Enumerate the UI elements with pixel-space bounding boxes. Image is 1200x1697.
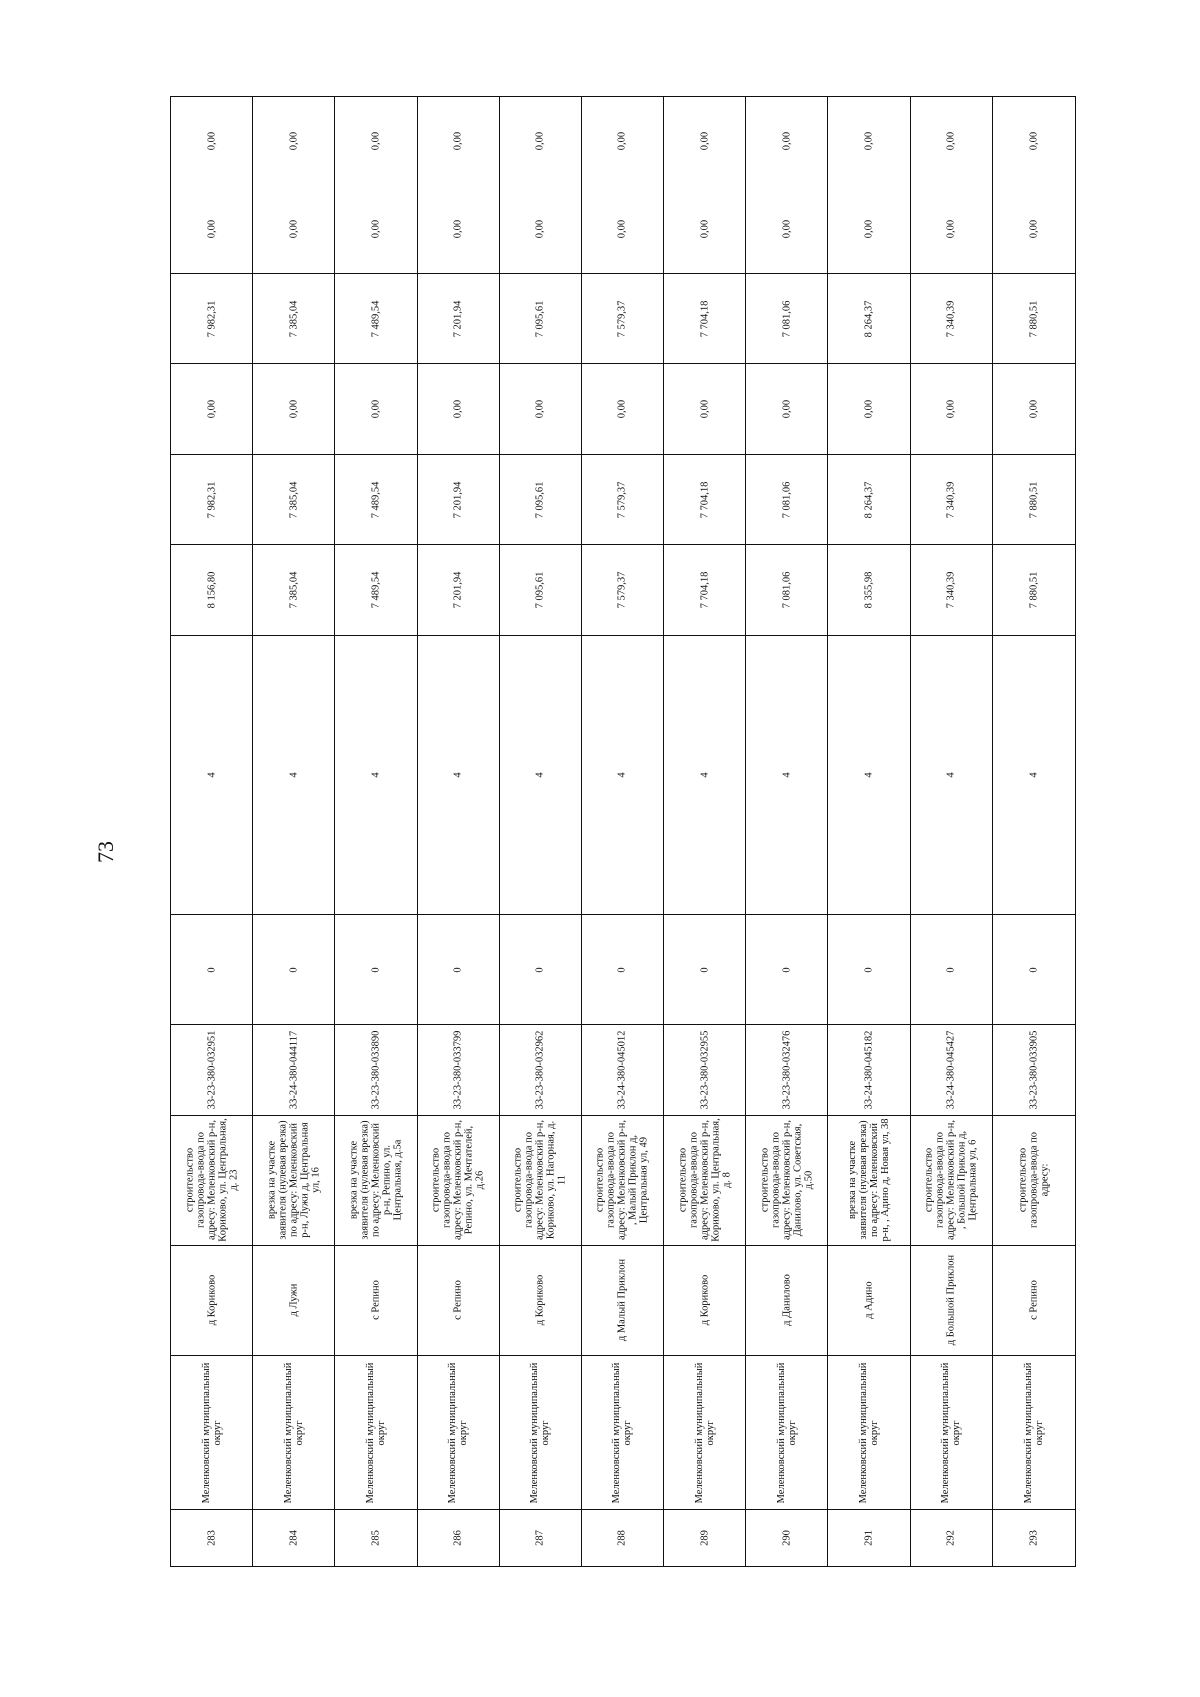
value-col-1	[335, 915, 416, 1026]
table-row	[253, 97, 335, 1566]
locality-cell-text: д Данилово	[781, 1274, 793, 1327]
row-number	[993, 1510, 1075, 1566]
value-col-1	[993, 915, 1075, 1026]
value-col-2-text: 4	[288, 772, 300, 778]
value-col-6	[335, 274, 416, 364]
value-col-7	[911, 186, 992, 275]
district-cell-text: Меленковский муниципальный округ	[693, 1362, 716, 1504]
value-col-8	[746, 97, 827, 186]
locality-cell-text: с Репино	[370, 1280, 382, 1321]
table-row	[664, 97, 746, 1566]
district-cell	[582, 1356, 663, 1510]
value-col-2	[911, 636, 992, 915]
value-col-3	[828, 545, 909, 635]
value-col-2-text: 4	[945, 772, 957, 778]
locality-cell	[664, 1246, 745, 1357]
value-col-2	[171, 636, 252, 915]
row-number-text: 289	[699, 1530, 711, 1546]
value-col-8	[582, 97, 663, 186]
locality-cell-text: с Репино	[1028, 1280, 1040, 1321]
value-col-8	[500, 97, 581, 186]
application-code	[664, 1025, 745, 1115]
locality-cell-text: д Адино	[863, 1281, 875, 1320]
value-col-3	[418, 545, 499, 635]
application-code-text: 33-24-380-044117	[288, 1030, 300, 1110]
locality-cell	[746, 1246, 827, 1357]
row-number	[335, 1510, 416, 1566]
row-number-text: 288	[616, 1530, 628, 1546]
description-cell	[418, 1116, 499, 1246]
row-number-text: 292	[945, 1530, 957, 1546]
district-cell	[911, 1356, 992, 1510]
value-col-4-text: 7 095,61	[534, 481, 546, 518]
value-col-4-text: 7 385,04	[288, 481, 300, 518]
locality-cell	[418, 1246, 499, 1357]
value-col-3	[500, 545, 581, 635]
value-col-2-text: 4	[1028, 772, 1040, 778]
value-col-8	[418, 97, 499, 186]
data-table	[170, 96, 1076, 1567]
application-code	[335, 1025, 416, 1115]
value-col-7	[664, 186, 745, 275]
value-col-4	[911, 455, 992, 545]
description-cell	[500, 1116, 581, 1246]
value-col-8-text: 0,00	[288, 132, 300, 151]
value-col-1-text: 0	[452, 966, 464, 973]
value-col-7-text: 0,00	[699, 220, 711, 239]
value-col-6	[253, 274, 334, 364]
description-cell-text: строительство газопровода-ввода по адресу: Меленковский р-н, Кориково, ул. Нагорная, д. 11	[512, 1120, 568, 1241]
description-cell	[335, 1116, 416, 1246]
description-cell-text: строительство газопровода-ввода по адресу:	[1017, 1132, 1051, 1229]
value-col-5	[500, 364, 581, 454]
application-code	[746, 1025, 827, 1115]
value-col-8-text: 0,00	[1028, 132, 1040, 151]
row-number-text: 284	[288, 1530, 300, 1546]
row-number	[828, 1510, 909, 1566]
row-number	[253, 1510, 334, 1566]
description-cell-text: строительство газопровода-ввода по адресу: Меленковский р-н, Кориково, ул. Центральная, д. 23	[184, 1118, 240, 1242]
value-col-1	[828, 915, 909, 1026]
value-col-2-text: 4	[534, 772, 546, 778]
value-col-4	[828, 455, 909, 545]
value-col-7	[582, 186, 663, 275]
value-col-6	[746, 274, 827, 364]
value-col-4	[993, 455, 1075, 545]
value-col-1-text: 0	[945, 966, 957, 973]
table-row	[335, 97, 417, 1566]
value-col-2-text: 4	[206, 772, 218, 778]
value-col-8-text: 0,00	[452, 132, 464, 151]
value-col-1	[664, 915, 745, 1026]
value-col-7-text: 0,00	[534, 220, 546, 239]
value-col-6-text: 7 489,54	[370, 300, 382, 338]
value-col-5-text: 0,00	[370, 399, 382, 419]
value-col-3-text: 7 579,37	[616, 571, 628, 609]
row-number	[418, 1510, 499, 1566]
district-cell-text: Меленковский муниципальный округ	[282, 1362, 305, 1504]
description-cell	[253, 1116, 334, 1246]
value-col-4-text: 7 201,94	[452, 481, 464, 518]
value-col-5	[746, 364, 827, 454]
value-col-6	[171, 274, 252, 364]
value-col-4	[582, 455, 663, 545]
description-cell	[993, 1116, 1075, 1246]
value-col-3	[335, 545, 416, 635]
description-cell-text: врезка на участке заявителя (нулевая врезка) по адресу: Меленковский р-н, , Адино д, Новая ул, 38	[847, 1118, 892, 1242]
value-col-1-text: 0	[534, 966, 546, 973]
value-col-6-text: 8 264,37	[863, 300, 875, 338]
description-cell	[171, 1116, 252, 1246]
district-cell-text: Меленковский муниципальный округ	[775, 1362, 798, 1504]
value-col-4	[418, 455, 499, 545]
application-code	[582, 1025, 663, 1115]
application-code-text: 33-23-380-033890	[370, 1030, 382, 1110]
value-col-6	[993, 274, 1075, 364]
application-code-text: 33-23-380-032951	[206, 1030, 218, 1110]
value-col-3-text: 7 880,51	[1028, 571, 1040, 609]
value-col-8	[664, 97, 745, 186]
value-col-8-text: 0,00	[370, 132, 382, 151]
value-col-5	[171, 364, 252, 454]
value-col-8	[253, 97, 334, 186]
table-row	[418, 97, 500, 1566]
value-col-1	[500, 915, 581, 1026]
value-col-8-text: 0,00	[781, 132, 793, 151]
value-col-2-text: 4	[452, 772, 464, 778]
value-col-6-text: 7 081,06	[781, 300, 793, 338]
value-col-3-text: 7 340,39	[945, 571, 957, 609]
row-number	[582, 1510, 663, 1566]
locality-cell	[993, 1246, 1075, 1357]
value-col-5	[664, 364, 745, 454]
value-col-4-text: 7 489,54	[370, 481, 382, 518]
value-col-1	[253, 915, 334, 1026]
value-col-8-text: 0,00	[534, 132, 546, 151]
value-col-4-text: 8 264,37	[863, 481, 875, 518]
value-col-3	[171, 545, 252, 635]
value-col-7-text: 0,00	[206, 220, 218, 239]
value-col-4	[335, 455, 416, 545]
locality-cell	[582, 1246, 663, 1357]
value-col-5	[828, 364, 909, 454]
value-col-7-text: 0,00	[781, 220, 793, 239]
value-col-1-text: 0	[616, 966, 628, 973]
value-col-7	[171, 186, 252, 275]
district-cell-text: Меленковский муниципальный округ	[364, 1362, 387, 1504]
value-col-7-text: 0,00	[1028, 220, 1040, 239]
description-cell	[664, 1116, 745, 1246]
value-col-4-text: 7 579,37	[616, 481, 628, 518]
value-col-7-text: 0,00	[945, 220, 957, 239]
application-code-text: 33-23-380-033905	[1028, 1030, 1040, 1110]
district-cell	[993, 1356, 1075, 1510]
description-cell-text: строительство газопровода-ввода по адресу: Меленковский р-н, Кориково, ул. Центральная, д. 8	[677, 1118, 733, 1242]
district-cell	[171, 1356, 252, 1510]
value-col-3-text: 8 355,98	[863, 571, 875, 609]
row-number	[664, 1510, 745, 1566]
row-number	[171, 1510, 252, 1566]
value-col-5-text: 0,00	[699, 399, 711, 419]
locality-cell	[335, 1246, 416, 1357]
value-col-2	[500, 636, 581, 915]
value-col-5-text: 0,00	[288, 399, 300, 419]
value-col-2-text: 4	[616, 772, 628, 778]
locality-cell-text: д Кориково	[206, 1275, 218, 1326]
value-col-1	[418, 915, 499, 1026]
application-code	[418, 1025, 499, 1115]
value-col-1-text: 0	[863, 966, 875, 973]
application-code	[171, 1025, 252, 1115]
row-number-text: 290	[781, 1530, 793, 1546]
value-col-8	[171, 97, 252, 186]
value-col-7	[253, 186, 334, 275]
value-col-1-text: 0	[288, 966, 300, 973]
value-col-5	[253, 364, 334, 454]
district-cell-text: Меленковский муниципальный округ	[529, 1362, 552, 1504]
value-col-2	[828, 636, 909, 915]
row-number	[911, 1510, 992, 1566]
description-cell-text: строительство газопровода-ввода по адресу: Меленковский р-н, Данилово, ул. Советская, д.50	[759, 1120, 815, 1241]
district-cell-text: Меленковский муниципальный округ	[447, 1362, 470, 1504]
value-col-3-text: 7 095,61	[534, 571, 546, 609]
locality-cell-text: с Репино	[452, 1280, 464, 1321]
locality-cell	[828, 1246, 909, 1357]
value-col-7-text: 0,00	[288, 220, 300, 239]
value-col-6	[828, 274, 909, 364]
value-col-5-text: 0,00	[1028, 399, 1040, 419]
value-col-6-text: 7 385,04	[288, 300, 300, 338]
value-col-5	[418, 364, 499, 454]
row-number-text: 293	[1028, 1530, 1040, 1546]
value-col-2-text: 4	[370, 772, 382, 778]
value-col-6-text: 7 340,39	[945, 300, 957, 338]
value-col-2	[993, 636, 1075, 915]
district-cell-text: Меленковский муниципальный округ	[1022, 1362, 1045, 1504]
value-col-2	[582, 636, 663, 915]
district-cell	[664, 1356, 745, 1510]
value-col-3-text: 7 704,18	[699, 571, 711, 609]
value-col-4-text: 7 704,18	[699, 481, 711, 518]
description-cell-text: врезка на участке заявителя (нулевая врезка) по адресу: Меленковский р-н, Лужи д, Центральная ул, 16	[266, 1120, 322, 1240]
value-col-1-text: 0	[206, 966, 218, 973]
value-col-6-text: 7 704,18	[699, 300, 711, 338]
application-code-text: 33-24-380-045182	[863, 1030, 875, 1110]
application-code	[911, 1025, 992, 1115]
value-col-2	[335, 636, 416, 915]
table-row	[582, 97, 664, 1566]
district-cell	[500, 1356, 581, 1510]
value-col-6-text: 7 095,61	[534, 300, 546, 338]
value-col-1-text: 0	[699, 966, 711, 973]
district-cell-text: Меленковский муниципальный округ	[200, 1362, 223, 1504]
district-cell-text: Меленковский муниципальный округ	[858, 1362, 881, 1504]
table-row	[911, 97, 993, 1566]
value-col-5	[911, 364, 992, 454]
value-col-7	[993, 186, 1075, 275]
value-col-4	[746, 455, 827, 545]
district-cell	[828, 1356, 909, 1510]
row-number-text: 286	[452, 1530, 464, 1546]
value-col-8	[993, 97, 1075, 186]
value-col-4-text: 7 982,31	[206, 481, 218, 518]
value-col-2	[418, 636, 499, 915]
value-col-5	[335, 364, 416, 454]
application-code	[993, 1025, 1075, 1115]
value-col-8-text: 0,00	[699, 132, 711, 151]
value-col-6-text: 7 201,94	[452, 300, 464, 338]
value-col-8	[828, 97, 909, 186]
value-col-5	[582, 364, 663, 454]
row-number-text: 285	[370, 1530, 382, 1546]
locality-cell-text: д Малый Приклон	[616, 1259, 628, 1342]
row-number	[500, 1510, 581, 1566]
locality-cell	[171, 1246, 252, 1357]
value-col-5-text: 0,00	[863, 399, 875, 419]
value-col-6	[911, 274, 992, 364]
application-code	[253, 1025, 334, 1115]
description-cell-text: строительство газопровода-ввода по адресу: Меленковский р-н, Репино, ул. Мечтателей, д.26	[430, 1120, 486, 1241]
value-col-3	[993, 545, 1075, 635]
value-col-2-text: 4	[781, 772, 793, 778]
value-col-4	[253, 455, 334, 545]
value-col-7	[418, 186, 499, 275]
value-col-8-text: 0,00	[945, 132, 957, 151]
description-cell-text: врезка на участке заявителя (нулевая врезка) по адресу: Меленковский р-н, Репино, ул. Центральная, д.5а	[348, 1120, 404, 1240]
district-cell	[253, 1356, 334, 1510]
value-col-2-text: 4	[699, 772, 711, 778]
value-col-3	[664, 545, 745, 635]
value-col-6	[418, 274, 499, 364]
value-col-3	[911, 545, 992, 635]
value-col-3-text: 7 489,54	[370, 571, 382, 609]
value-col-4	[500, 455, 581, 545]
value-col-6	[582, 274, 663, 364]
value-col-1-text: 0	[781, 966, 793, 973]
locality-cell-text: д Большой Приклон	[945, 1255, 957, 1346]
value-col-3-text: 7 081,06	[781, 571, 793, 609]
value-col-6	[664, 274, 745, 364]
application-code-text: 33-24-380-045012	[616, 1030, 628, 1110]
value-col-7	[500, 186, 581, 275]
row-number-text: 287	[534, 1530, 546, 1546]
value-col-7	[828, 186, 909, 275]
description-cell-text: строительство газопровода-ввода по адресу: Меленковский р-н, , Большой Приклон д, Центральная ул, 6	[923, 1120, 979, 1241]
value-col-8-text: 0,00	[616, 132, 628, 151]
value-col-2	[746, 636, 827, 915]
locality-cell-text: д Кориково	[534, 1275, 546, 1326]
value-col-5-text: 0,00	[616, 399, 628, 419]
table-row	[828, 97, 910, 1566]
value-col-4-text: 7 340,39	[945, 481, 957, 518]
value-col-7	[746, 186, 827, 275]
value-col-7-text: 0,00	[616, 220, 628, 239]
value-col-4	[171, 455, 252, 545]
value-col-7-text: 0,00	[370, 220, 382, 239]
description-cell	[828, 1116, 909, 1246]
value-col-7-text: 0,00	[452, 220, 464, 239]
district-cell	[746, 1356, 827, 1510]
value-col-4-text: 7 081,06	[781, 481, 793, 518]
value-col-8	[335, 97, 416, 186]
application-code	[500, 1025, 581, 1115]
value-col-5-text: 0,00	[206, 399, 218, 419]
value-col-6-text: 7 579,37	[616, 300, 628, 338]
value-col-3	[582, 545, 663, 635]
description-cell	[582, 1116, 663, 1246]
value-col-8-text: 0,00	[206, 132, 218, 151]
value-col-5-text: 0,00	[452, 399, 464, 419]
value-col-7	[335, 186, 416, 275]
value-col-3-text: 7 201,94	[452, 571, 464, 609]
description-cell	[746, 1116, 827, 1246]
value-col-1	[171, 915, 252, 1026]
locality-cell	[500, 1246, 581, 1357]
value-col-3-text: 8 156,80	[206, 571, 218, 609]
page-number: 73	[93, 841, 118, 863]
value-col-4-text: 7 880,51	[1028, 481, 1040, 518]
table-row	[993, 97, 1075, 1566]
application-code-text: 33-23-380-032476	[781, 1030, 793, 1110]
district-cell	[418, 1356, 499, 1510]
locality-cell-text: д Лужи	[288, 1284, 300, 1317]
value-col-1-text: 0	[1028, 966, 1040, 973]
application-code-text: 33-24-380-045427	[945, 1030, 957, 1110]
value-col-2-text: 4	[863, 772, 875, 778]
value-col-1	[911, 915, 992, 1026]
value-col-5	[993, 364, 1075, 454]
value-col-1	[582, 915, 663, 1026]
locality-cell	[253, 1246, 334, 1357]
value-col-3-text: 7 385,04	[288, 571, 300, 609]
value-col-1	[746, 915, 827, 1026]
district-cell	[335, 1356, 416, 1510]
value-col-3	[746, 545, 827, 635]
district-cell-text: Меленковский муниципальный округ	[611, 1362, 634, 1504]
description-cell-text: строительство газопровода-ввода по адресу: Меленковский р-н, , Малый Приклон д, Центральная ул, 49	[594, 1120, 650, 1241]
locality-cell-text: д Кориково	[699, 1275, 711, 1326]
value-col-6	[500, 274, 581, 364]
application-code-text: 33-23-380-032955	[699, 1030, 711, 1110]
application-code	[828, 1025, 909, 1115]
value-col-7-text: 0,00	[863, 220, 875, 239]
row-number-text: 283	[206, 1530, 218, 1546]
value-col-3	[253, 545, 334, 635]
value-col-6-text: 7 982,31	[206, 300, 218, 338]
table-row	[500, 97, 582, 1566]
description-cell	[911, 1116, 992, 1246]
locality-cell	[911, 1246, 992, 1357]
value-col-8	[911, 97, 992, 186]
value-col-2	[253, 636, 334, 915]
value-col-8-text: 0,00	[863, 132, 875, 151]
value-col-1-text: 0	[370, 966, 382, 973]
table-row	[171, 97, 253, 1566]
district-cell-text: Меленковский муниципальный округ	[940, 1362, 963, 1504]
value-col-5-text: 0,00	[781, 399, 793, 419]
application-code-text: 33-23-380-032962	[534, 1030, 546, 1110]
value-col-2	[664, 636, 745, 915]
row-number	[746, 1510, 827, 1566]
table-row	[746, 97, 828, 1566]
value-col-6-text: 7 880,51	[1028, 300, 1040, 338]
row-number-text: 291	[863, 1530, 875, 1546]
value-col-5-text: 0,00	[534, 399, 546, 419]
value-col-4	[664, 455, 745, 545]
value-col-5-text: 0,00	[945, 399, 957, 419]
application-code-text: 33-23-380-033799	[452, 1030, 464, 1110]
